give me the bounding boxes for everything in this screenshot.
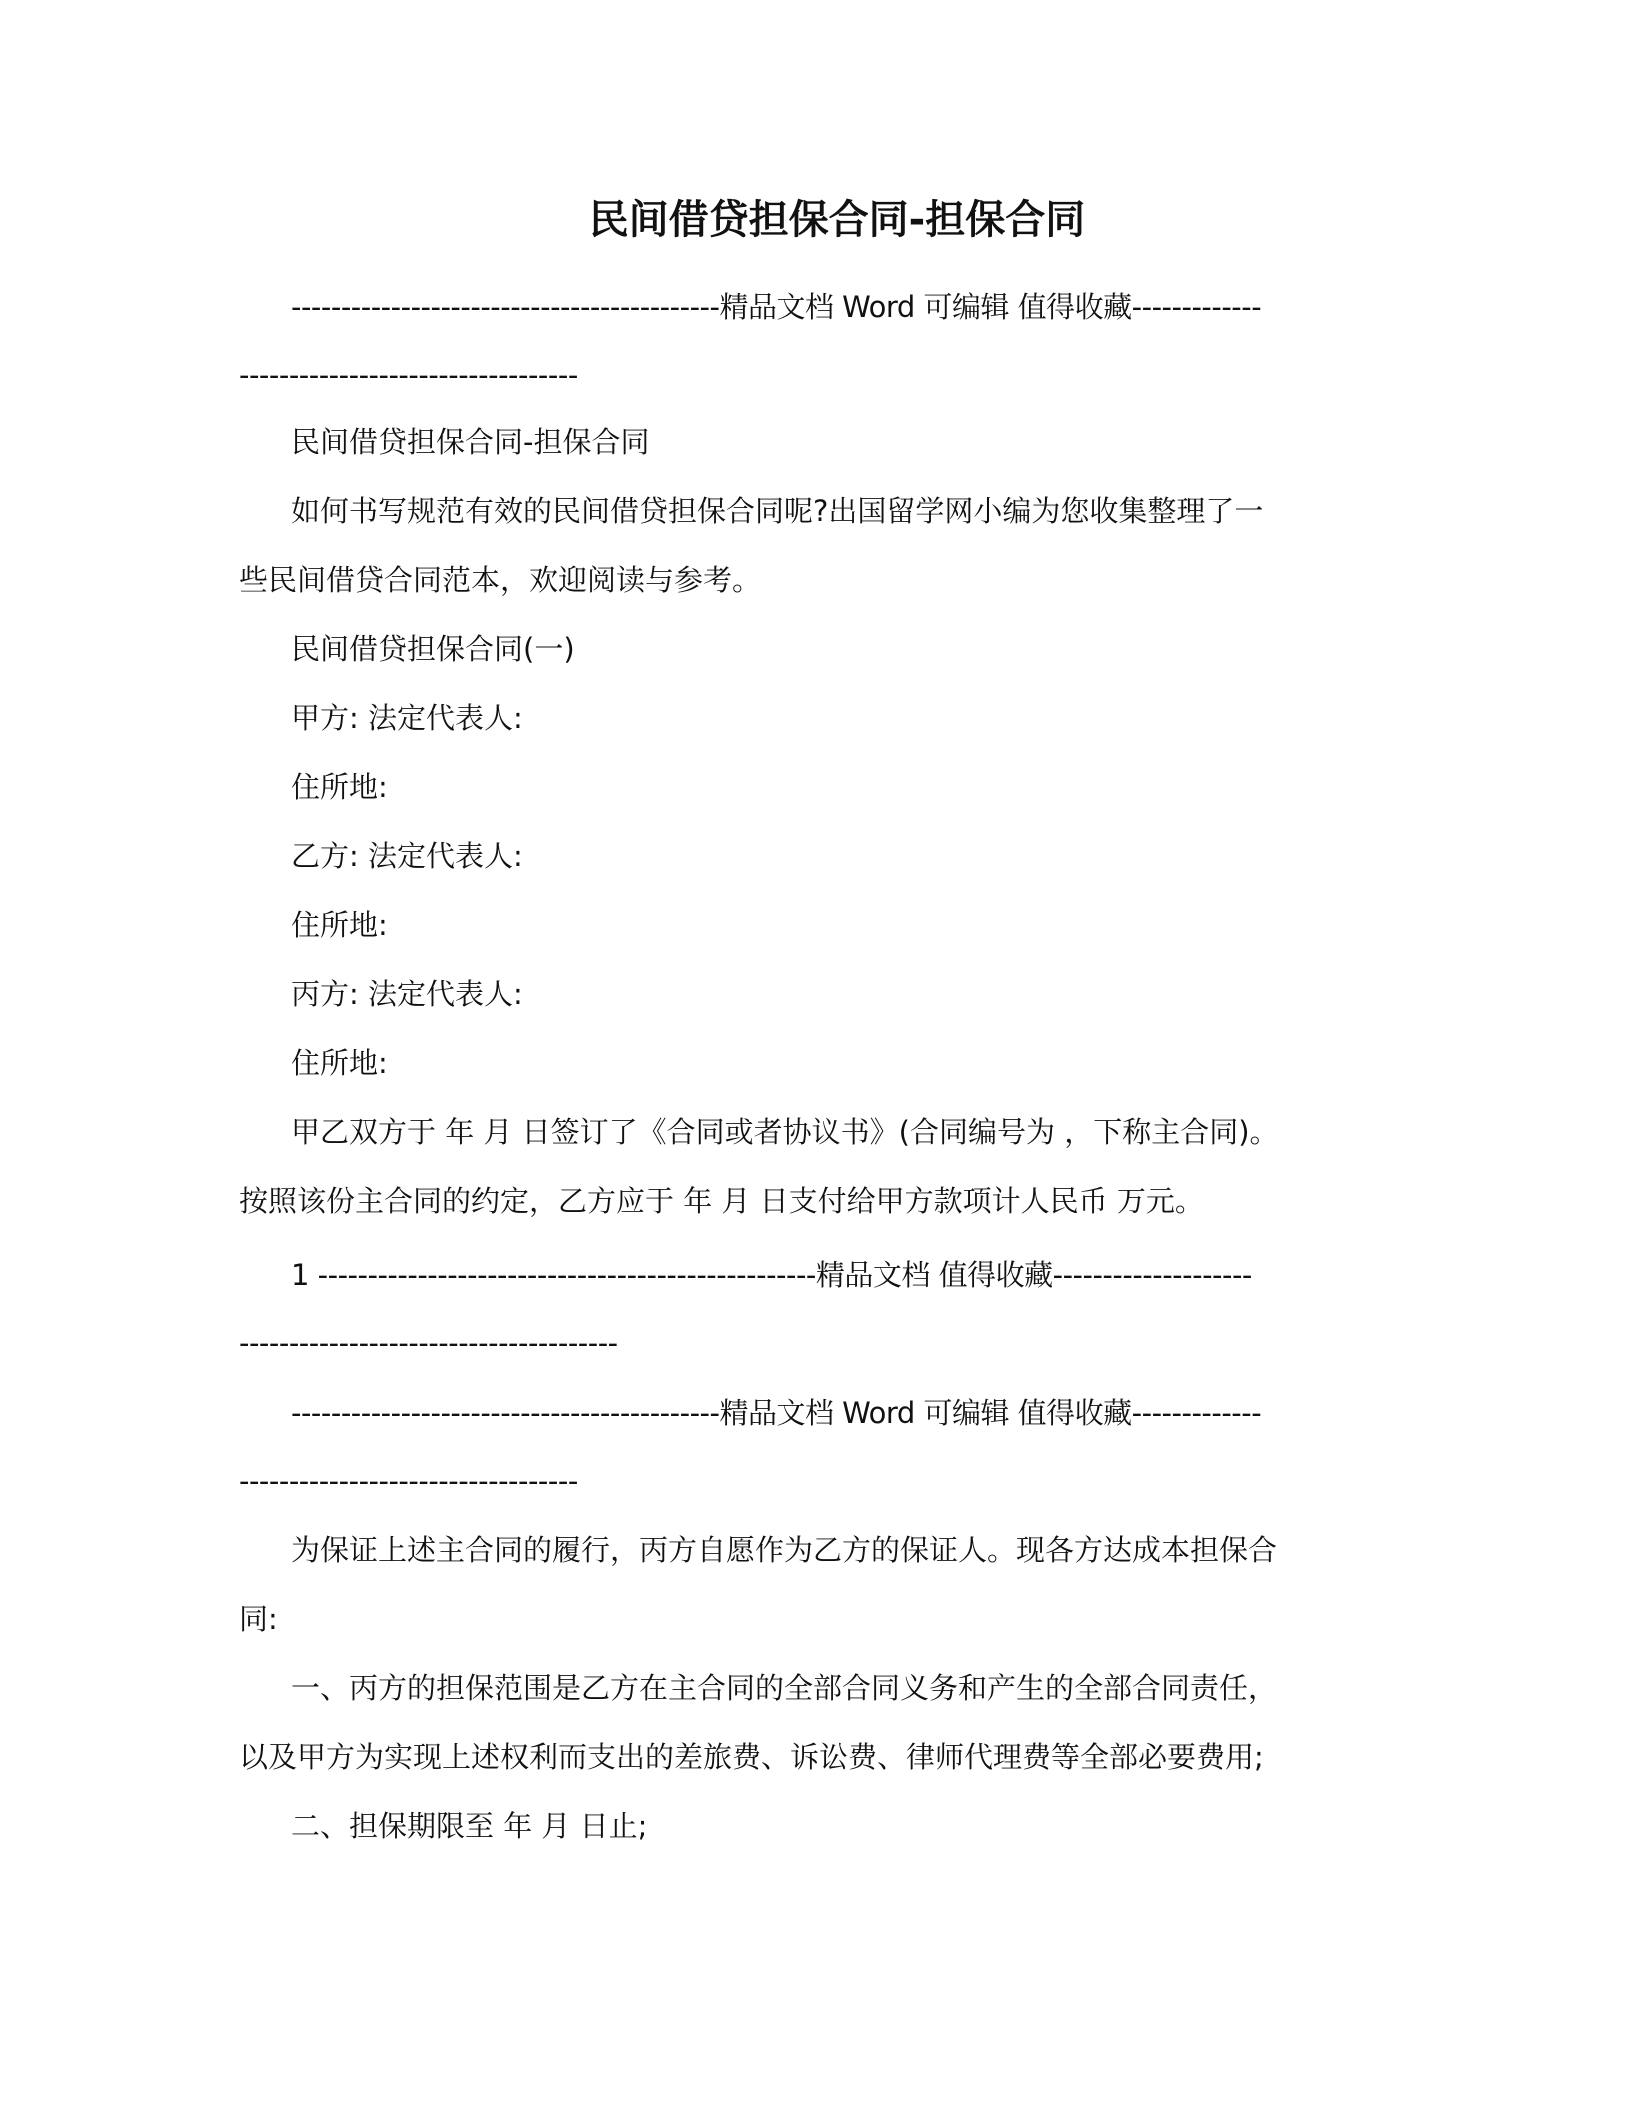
header-divider-banner-2: -------------------------------------------精品文档 Word 可编辑 值得收藏------------- (291, 1396, 1262, 1430)
party-a-address-line: 住所地: (291, 770, 388, 804)
section-heading: 民间借贷担保合同(一) (291, 632, 575, 666)
party-b-line: 乙方: 法定代表人: (291, 839, 523, 873)
intro-paragraph-line-1: 如何书写规范有效的民间借贷担保合同呢?出国留学网小编为您收集整理了一 (291, 494, 1264, 528)
clause-1-line-1: 一、丙方的担保范围是乙方在主合同的全部合同义务和产生的全部合同责任， (291, 1671, 1278, 1705)
party-c-address-line: 住所地: (291, 1046, 388, 1080)
subtitle-paragraph: 民间借贷担保合同-担保合同 (291, 425, 650, 459)
document-title: 民间借贷担保合同-担保合同 (588, 197, 1086, 243)
guarantee-paragraph-line-1: 为保证上述主合同的履行，丙方自愿作为乙方的保证人。现各方达成本担保合 (291, 1533, 1278, 1567)
header-divider-banner-continued: ---------------------------------- (239, 358, 578, 392)
party-a-line: 甲方: 法定代表人: (291, 701, 523, 735)
clause-1-line-2: 以及甲方为实现上述权利而支出的差旅费、诉讼费、律师代理费等全部必要费用; (239, 1740, 1264, 1774)
main-contract-paragraph-line-2: 按照该份主合同的约定，乙方应于 年 月 日支付给甲方款项计人民币 万元。 (239, 1184, 1204, 1218)
clause-2-line: 二、担保期限至 年 月 日止; (291, 1809, 648, 1843)
intro-paragraph-line-2: 些民间借贷合同范本，欢迎阅读与参考。 (239, 563, 762, 597)
page-footer-banner: 1 --------------------------------------------------精品文档 值得收藏-------------------- (291, 1258, 1252, 1292)
header-divider-banner: -------------------------------------------精品文档 Word 可编辑 值得收藏------------- (291, 290, 1262, 324)
guarantee-paragraph-line-2: 同: (239, 1602, 278, 1636)
party-c-line: 丙方: 法定代表人: (291, 977, 523, 1011)
main-contract-paragraph-line-1: 甲乙双方于 年 月 日签订了《合同或者协议书》(合同编号为 ，下称主合同)。 (291, 1115, 1279, 1149)
party-b-address-line: 住所地: (291, 908, 388, 942)
header-divider-banner-2-continued: ---------------------------------- (239, 1464, 578, 1498)
page-footer-banner-continued: -------------------------------------- (239, 1326, 618, 1360)
